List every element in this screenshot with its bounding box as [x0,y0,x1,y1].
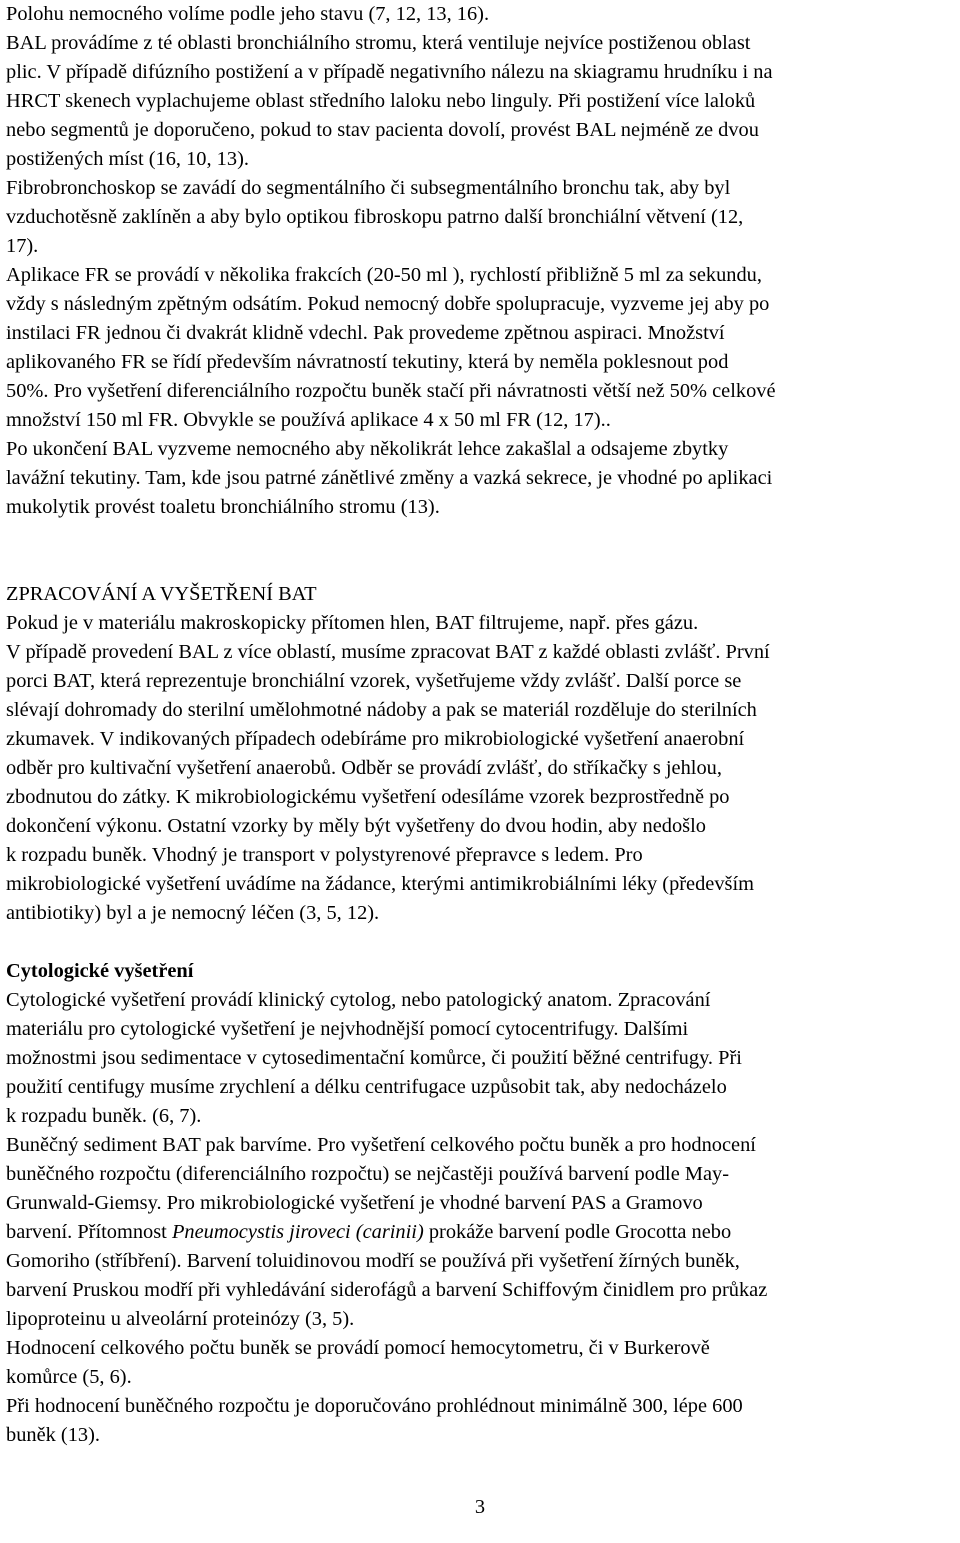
page-number: 3 [474,1496,486,1518]
paragraph-bronchoscope: Fibrobronchoskop se zavádí do segmentálního či subsegmentálního bronchu tak, aby byl vzduchotěsně zaklíněn a aby bylo optikou fibroskopu patrno další bronchiální větvení (12, 17). [6,177,744,257]
paragraph-bat-processing: V případě provedení BAL z více oblastí, musíme zpracovat BAT z každé oblasti zvlášť. První porci BAT, která reprezentuje bronchiální vzorek, vyšetřujeme vždy zvlášť. Další porce se slévají dohromady do sterilní umělohmotné nádoby a pak se materiál rozděluje do sterilních zkumavek. V indikovaných případech odebíráme pro mikrobiologické vyšetření anaerobní odběr pro kultivační vyšetření anaerobů. Odběr se provádí zvlášť, do stříkačky s jehlou, zbodnutou do zátky. K mikrobiologickému vyšetření odesíláme vzorek bezprostředně po dokončení výkonu. Ostatní vzorky by měly být vyšetřeny do dvou hodin, aby nedošlo k rozpadu buněk. Vhodný je transport v polystyrenové přepravce s ledem. Pro mikrobiologické vyšetření uvádíme na žádance, kterými antimikrobiálními léky (především antibiotiky) byl a je nemocný léčen (3, 5, 12). [6,641,770,924]
paragraph-differential-count: Při hodnocení buněčného rozpočtu je doporučováno prohlédnout minimálně 300, lépe 600 buněk (13). [6,1395,743,1446]
paragraph-after-bal: Po ukončení BAL vyzveme nemocného aby několikrát lehce zakašlal a odsajeme zbytky lavážní tekutiny. Tam, kde jsou patrné zánětlivé změny a vazká sekrece, je vhodné po aplikaci mukolytik provést toaletu bronchiálního stromu (13). [6,438,773,518]
pathogen-name-italic: Pneumocystis jiroveci (carinii) [171,1221,424,1243]
paragraph-cytology-processing: Cytologické vyšetření provádí klinický cytolog, nebo patologický anatom. Zpracování materiálu pro cytologické vyšetření je nejvhodnější pomocí cytocentrifugy. Dalšími možnostmi jsou sedimentace v cytosedimentační komůrce, či použití běžné centrifugy. Při použití centifugy musíme zrychlení a délku centrifugace uzpůsobit tak, aby nedocházelo k rozpadu buněk. (6, 7). [6,989,742,1127]
paragraph-mucus-filter: Pokud je v materiálu makroskopicky přítomen hlen, BAT filtrujeme, např. přes gázu. [6,612,699,634]
section-spacer [6,522,956,580]
section-heading-bat: ZPRACOVÁNÍ A VYŠETŘENÍ BAT [6,583,317,605]
paragraph-bal-location: BAL provádíme z té oblasti bronchiálního stromu, která ventiluje nejvíce postiženou oblast plic. V případě difúzního postižení a v případě negativního nálezu na skiagramu hrudníku i na HRCT skenech vyplachujeme oblast středního laloku nebo linguly. Při postižení více laloků nebo segmentů je doporučeno, pokud to stav pacienta dovolí, provést BAL nejméně ze dvou postižených míst (16, 10, 13). [6,32,773,170]
staining-text-after: prokáže barvení podle Grocotta nebo Gomoriho (stříbření). Barvení toluidinovou modří se používá při vyšetření žírných buněk, barvení Pruskou modří při vyhledávání siderofágů a barvení Schiffovým činidlem pro průkaz lipoproteinu u alveolární proteinózy (3, 5). [6,1221,768,1330]
paragraph-positioning: Polohu nemocného volíme podle jeho stavu (7, 12, 13, 16). [6,3,490,25]
paragraph-cell-count: Hodnocení celkového počtu buněk se provádí pomocí hemocytometru, či v Burkerově komůrce (5, 6). [6,1337,710,1388]
section-spacer [6,928,956,957]
staining-text-before: Buněčný sediment BAT pak barvíme. Pro vyšetření celkového počtu buněk a pro hodnocení buněčného rozpočtu (diferenciálního rozpočtu) se nejčastěji používá barvení podle May- Grunwald-Giemsy. Pro mikrobiologické vyšetření je vhodné barvení PAS a Gramovo barvení. Přítomnost [6,1134,756,1243]
document-page [6,0,956,1450]
section-heading-cytology: Cytologické vyšetření [6,960,194,982]
paragraph-staining [6,1131,956,1334]
paragraph-fr-application: Aplikace FR se provádí v několika frakcích (20-50 ml ), rychlostí přibližně 5 ml za sekundu, vždy s následným zpětným odsátím. Pokud nemocný dobře spolupracuje, vyzveme jej aby po instilaci FR jednou či dvakrát klidně vdechl. Pak provedeme zpětnou aspiraci. Množství aplikovaného FR se řídí především návratností tekutiny, která by neměla poklesnout pod 50%. Pro vyšetření diferenciálního rozpočtu buněk stačí při návratnosti větší než 50% celkové množství 150 ml FR. Obvykle se používá aplikace 4 x 50 ml FR (12, 17).. [6,264,776,431]
